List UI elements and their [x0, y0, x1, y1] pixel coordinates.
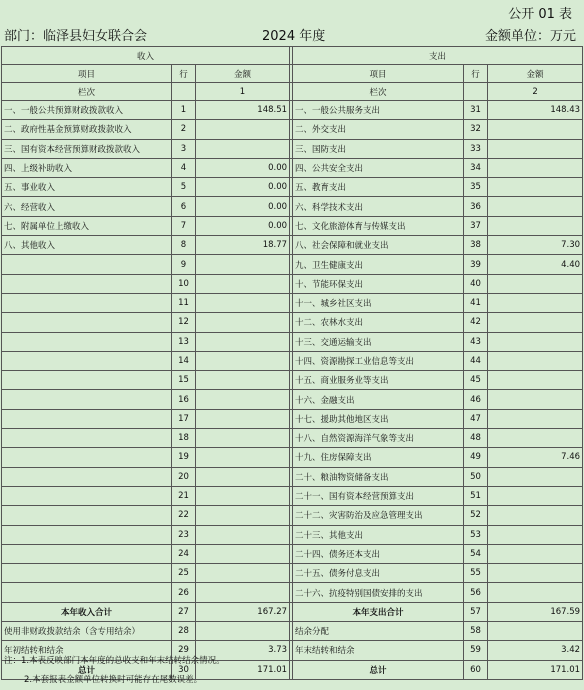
income-amount: 148.51: [196, 101, 290, 120]
table-row: [2, 139, 583, 158]
income-item-cell: [2, 293, 172, 312]
expense-item-cell: 十三、交通运输支出: [293, 332, 464, 351]
expense-line-number: 38: [464, 236, 488, 255]
expense-amount: 171.01: [488, 660, 583, 679]
income-item-cell: [2, 351, 172, 370]
note-2: 2.本套报表金额单位转换时可能存在尾数误差。: [24, 675, 203, 685]
income-item-cell: 三、国有资本经营预算财政拨款收入: [2, 139, 172, 158]
expense-amount: [488, 525, 583, 544]
expense-line-number: 31: [464, 101, 488, 120]
income-line-number: 26: [172, 583, 196, 602]
expense-line-number: 45: [464, 371, 488, 390]
table-row: [2, 448, 583, 467]
income-item-cell: [2, 313, 172, 332]
table-row: [2, 178, 583, 197]
income-item-cell: [2, 506, 172, 525]
expense-line-number: 43: [464, 332, 488, 351]
income-amount: [196, 622, 290, 641]
expense-amount: [488, 486, 583, 505]
income-item-cell: [2, 486, 172, 505]
table-row: [2, 602, 583, 621]
income-expense-table: [1, 46, 583, 680]
income-amount: 171.01: [196, 660, 290, 679]
income-line-number: 17: [172, 409, 196, 428]
expense-item-cell: 二十二、灾害防治及应急管理支出: [293, 506, 464, 525]
expense-line-number: 34: [464, 158, 488, 177]
expense-item-cell: 十八、自然资源海洋气象等支出: [293, 429, 464, 448]
expense-line-number: 52: [464, 506, 488, 525]
expense-item-cell: 总计: [293, 660, 464, 679]
income-amount-header: 金额: [196, 65, 290, 83]
income-line-number: 4: [172, 158, 196, 177]
table-row: [2, 371, 583, 390]
table-row: [2, 351, 583, 370]
expense-line-number: 51: [464, 486, 488, 505]
expense-amount: [488, 293, 583, 312]
table-row: [2, 274, 583, 293]
expense-item-cell: 二十四、债务还本支出: [293, 544, 464, 563]
income-line-number: 22: [172, 506, 196, 525]
expense-amount: [488, 197, 583, 216]
income-amount: [196, 255, 290, 274]
income-item-cell: 四、上级补助收入: [2, 158, 172, 177]
income-line-number: 20: [172, 467, 196, 486]
table-row: [2, 390, 583, 409]
expense-section-title: 支出: [293, 47, 583, 65]
income-line-number: 29: [172, 641, 196, 660]
expense-line-number: 32: [464, 120, 488, 139]
table-row: [2, 255, 583, 274]
expense-amount-header: 金额: [488, 65, 583, 83]
income-amount: [196, 390, 290, 409]
income-line-number: 6: [172, 197, 196, 216]
income-item-cell: 年初结转和结余: [2, 641, 172, 660]
income-amount: 0.00: [196, 158, 290, 177]
income-amount: [196, 564, 290, 583]
income-item-cell: [2, 371, 172, 390]
expense-line-number: 48: [464, 429, 488, 448]
expense-amount: 3.42: [488, 641, 583, 660]
income-amount: 0.00: [196, 178, 290, 197]
expense-amount: [488, 371, 583, 390]
expense-line-number: 47: [464, 409, 488, 428]
expense-amount: [488, 467, 583, 486]
income-line-number: 19: [172, 448, 196, 467]
income-item-cell: 使用非财政拨款结余（含专用结余）: [2, 622, 172, 641]
expense-amount: [488, 158, 583, 177]
expense-amount: [488, 390, 583, 409]
income-line-number: 28: [172, 622, 196, 641]
form-number: 公开 01 表: [508, 7, 572, 22]
income-line-number: 8: [172, 236, 196, 255]
expense-amount: [488, 216, 583, 235]
income-line-header: 行: [172, 65, 196, 83]
income-item-cell: [2, 525, 172, 544]
income-item-cell: [2, 429, 172, 448]
table-row: [2, 293, 583, 312]
table-row: [2, 101, 583, 120]
expense-line-number: 60: [464, 660, 488, 679]
expense-line-number: 39: [464, 255, 488, 274]
table-row: [2, 467, 583, 486]
income-section-title: 收入: [2, 47, 290, 65]
income-line-number: 7: [172, 216, 196, 235]
table-row: [2, 544, 583, 563]
expense-amount: 167.59: [488, 602, 583, 621]
income-amount: [196, 332, 290, 351]
expense-amount: [488, 409, 583, 428]
income-item-cell: [2, 255, 172, 274]
income-item-cell: [2, 409, 172, 428]
expense-item-cell: 十、节能环保支出: [293, 274, 464, 293]
income-amount: [196, 293, 290, 312]
income-line-number: 23: [172, 525, 196, 544]
income-line-number: 13: [172, 332, 196, 351]
expense-item-cell: 二十六、抗疫特别国债安排的支出: [293, 583, 464, 602]
expense-line-header: 行: [464, 65, 488, 83]
income-amount: [196, 486, 290, 505]
table-row: [2, 313, 583, 332]
expense-amount: [488, 506, 583, 525]
table-row: [2, 158, 583, 177]
income-item-cell: 总计: [2, 660, 172, 679]
table-row: [2, 197, 583, 216]
income-line-number: 14: [172, 351, 196, 370]
expense-line-number: 33: [464, 139, 488, 158]
expense-amount: [488, 139, 583, 158]
expense-line-number: 36: [464, 197, 488, 216]
income-line-number: 9: [172, 255, 196, 274]
expense-column-number: 2: [488, 83, 583, 101]
expense-line-number: 42: [464, 313, 488, 332]
expense-item-cell: 六、科学技术支出: [293, 197, 464, 216]
income-column-number: 1: [196, 83, 290, 101]
income-line-number: 11: [172, 293, 196, 312]
income-amount: [196, 467, 290, 486]
expense-line-number: 37: [464, 216, 488, 235]
income-item-cell: 八、其他收入: [2, 236, 172, 255]
fiscal-year: 2024 年度: [262, 29, 326, 44]
income-amount: [196, 544, 290, 563]
expense-amount: [488, 564, 583, 583]
currency-unit: 金额单位：万元: [484, 29, 576, 44]
table-row: [2, 429, 583, 448]
expense-item-cell: 九、卫生健康支出: [293, 255, 464, 274]
expense-amount: [488, 583, 583, 602]
income-amount: 167.27: [196, 602, 290, 621]
income-amount: [196, 120, 290, 139]
expense-amount: [488, 178, 583, 197]
income-line-blank: [172, 83, 196, 101]
expense-item-cell: 二十、粮油物资储备支出: [293, 467, 464, 486]
expense-item-cell: 十六、金融支出: [293, 390, 464, 409]
income-line-number: 2: [172, 120, 196, 139]
income-amount: 3.73: [196, 641, 290, 660]
income-amount: [196, 313, 290, 332]
expense-item-cell: 十七、援助其他地区支出: [293, 409, 464, 428]
table-row: [2, 216, 583, 235]
expense-line-number: 54: [464, 544, 488, 563]
expense-line-number: 57: [464, 602, 488, 621]
income-amount: [196, 448, 290, 467]
expense-item-header: 项目: [293, 65, 464, 83]
expense-item-cell: 一、一般公共服务支出: [293, 101, 464, 120]
table-row: [2, 332, 583, 351]
income-amount: [196, 583, 290, 602]
expense-item-cell: 二、外交支出: [293, 120, 464, 139]
expense-amount: [488, 544, 583, 563]
expense-amount: 4.40: [488, 255, 583, 274]
department-label: 部门：临泽县妇女联合会: [4, 29, 148, 44]
expense-item-cell: 二十一、国有资本经营预算支出: [293, 486, 464, 505]
income-amount: [196, 139, 290, 158]
table-row: [2, 486, 583, 505]
expense-line-number: 46: [464, 390, 488, 409]
income-column-label: 栏次: [2, 83, 172, 101]
expense-column-label: 栏次: [293, 83, 464, 101]
expense-item-cell: 四、公共安全支出: [293, 158, 464, 177]
expense-line-number: 35: [464, 178, 488, 197]
expense-item-cell: 二十五、债务付息支出: [293, 564, 464, 583]
income-line-number: 10: [172, 274, 196, 293]
expense-amount: [488, 332, 583, 351]
expense-line-number: 40: [464, 274, 488, 293]
income-item-cell: [2, 448, 172, 467]
expense-amount: [488, 351, 583, 370]
expense-item-cell: 十九、住房保障支出: [293, 448, 464, 467]
table-row: [2, 506, 583, 525]
income-amount: [196, 525, 290, 544]
expense-line-number: 41: [464, 293, 488, 312]
expense-item-cell: 十一、城乡社区支出: [293, 293, 464, 312]
table-row: [2, 409, 583, 428]
expense-item-cell: 十二、农林水支出: [293, 313, 464, 332]
expense-line-number: 44: [464, 351, 488, 370]
expense-item-cell: 本年支出合计: [293, 602, 464, 621]
expense-amount: [488, 313, 583, 332]
expense-item-cell: 年末结转和结余: [293, 641, 464, 660]
expense-item-cell: 十五、商业服务业等支出: [293, 371, 464, 390]
table-row: [2, 120, 583, 139]
income-line-number: 16: [172, 390, 196, 409]
income-item-cell: 本年收入合计: [2, 602, 172, 621]
table-row: [2, 564, 583, 583]
expense-amount: [488, 429, 583, 448]
expense-item-cell: 五、教育支出: [293, 178, 464, 197]
income-amount: 0.00: [196, 197, 290, 216]
expense-line-number: 49: [464, 448, 488, 467]
income-item-cell: [2, 467, 172, 486]
expense-amount: 148.43: [488, 101, 583, 120]
expense-amount: 7.30: [488, 236, 583, 255]
income-item-cell: [2, 564, 172, 583]
expense-item-cell: 二十三、其他支出: [293, 525, 464, 544]
income-amount: 18.77: [196, 236, 290, 255]
income-line-number: 27: [172, 602, 196, 621]
report-header: [0, 22, 584, 44]
income-item-cell: 六、经营收入: [2, 197, 172, 216]
income-line-number: 18: [172, 429, 196, 448]
expense-item-cell: 结余分配: [293, 622, 464, 641]
table-row: [2, 236, 583, 255]
income-item-cell: [2, 583, 172, 602]
expense-item-cell: 十四、资源勘探工业信息等支出: [293, 351, 464, 370]
income-item-header: 项目: [2, 65, 172, 83]
expense-amount: [488, 622, 583, 641]
income-item-cell: [2, 274, 172, 293]
income-amount: [196, 274, 290, 293]
expense-amount: [488, 120, 583, 139]
table-row: [2, 622, 583, 641]
income-line-number: 24: [172, 544, 196, 563]
income-line-number: 25: [172, 564, 196, 583]
expense-line-number: 50: [464, 467, 488, 486]
income-item-cell: [2, 390, 172, 409]
income-amount: [196, 371, 290, 390]
income-amount: [196, 429, 290, 448]
expense-line-number: 53: [464, 525, 488, 544]
expense-item-cell: 八、社会保障和就业支出: [293, 236, 464, 255]
income-line-number: 15: [172, 371, 196, 390]
income-line-number: 12: [172, 313, 196, 332]
table-row: [2, 525, 583, 544]
income-item-cell: 二、政府性基金预算财政拨款收入: [2, 120, 172, 139]
table-notes: [4, 652, 225, 690]
note-1: 注：1.本表反映部门本年度的总收支和年末结转结余情况。: [4, 656, 225, 666]
table-row: [2, 583, 583, 602]
income-line-number: 3: [172, 139, 196, 158]
expense-line-number: 56: [464, 583, 488, 602]
income-amount: [196, 506, 290, 525]
income-item-cell: [2, 544, 172, 563]
expense-amount: 7.46: [488, 448, 583, 467]
income-line-number: 5: [172, 178, 196, 197]
income-item-cell: 一、一般公共预算财政拨款收入: [2, 101, 172, 120]
income-line-number: 21: [172, 486, 196, 505]
income-item-cell: 五、事业收入: [2, 178, 172, 197]
expense-amount: [488, 274, 583, 293]
income-line-number: 1: [172, 101, 196, 120]
expense-line-blank: [464, 83, 488, 101]
expense-line-number: 55: [464, 564, 488, 583]
expense-item-cell: 三、国防支出: [293, 139, 464, 158]
income-amount: [196, 351, 290, 370]
income-amount: [196, 409, 290, 428]
income-amount: 0.00: [196, 216, 290, 235]
income-item-cell: 七、附属单位上缴收入: [2, 216, 172, 235]
income-line-number: 30: [172, 660, 196, 679]
expense-line-number: 59: [464, 641, 488, 660]
income-item-cell: [2, 332, 172, 351]
expense-line-number: 58: [464, 622, 488, 641]
expense-item-cell: 七、文化旅游体育与传媒支出: [293, 216, 464, 235]
